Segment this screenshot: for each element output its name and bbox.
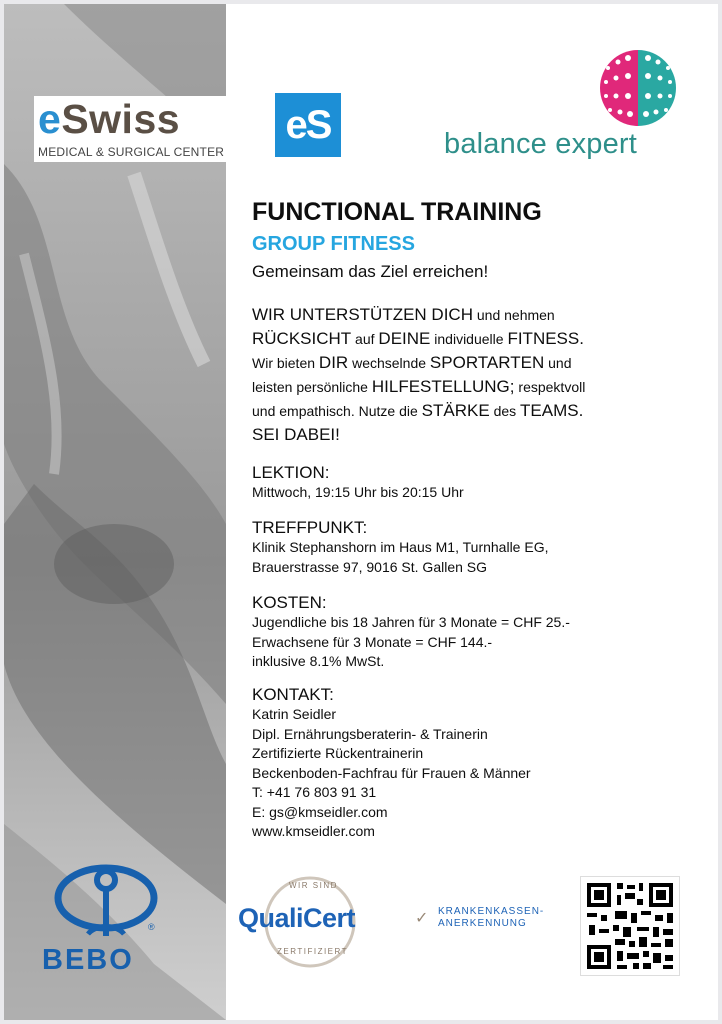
page-subtitle: GROUP FITNESS bbox=[252, 233, 415, 255]
intro-paragraph: WIR UNTERSTÜTZEN DICH und nehmen RÜCKSICHT auf DEINE individuelle FITNESS. Wir bieten DIR wechselnde SPORTARTEN und leisten persönliche HILFESTELLUNG; respektvoll und empathisch. Nutze die STÄRKE des TEAMS. SEI DABEI! bbox=[252, 305, 586, 444]
section-title: TREFFPUNKT: bbox=[252, 518, 368, 537]
contact-line: Beckenboden-Fachfrau für Frauen & Männer bbox=[252, 764, 531, 781]
eswiss-logo-wordmark: eSwiss bbox=[38, 96, 181, 142]
section-lektion bbox=[252, 463, 464, 503]
section-treffpunkt bbox=[252, 518, 548, 577]
section-line: Brauerstrasse 97, 9016 St. Gallen SG bbox=[252, 558, 488, 575]
qualicert-bottom-text: ZERTIFIZIERT bbox=[277, 947, 349, 956]
eswiss-logo-subtitle: MEDICAL & SURGICAL CENTER bbox=[38, 145, 225, 159]
bebo-figure-icon bbox=[50, 864, 162, 948]
contact-email[interactable]: E: gs@kmseidler.com bbox=[252, 803, 388, 820]
eswiss-badge-icon: eS bbox=[275, 93, 341, 157]
contact-line: Dipl. Ernährungsberaterin- & Trainerin bbox=[252, 725, 488, 742]
qualicert-top-text: WIR SIND bbox=[289, 881, 338, 890]
section-kontakt bbox=[252, 685, 531, 842]
qr-code-icon[interactable] bbox=[580, 876, 680, 976]
section-line: Jugendliche bis 18 Jahren für 3 Monate = CHF 25.- bbox=[252, 614, 570, 630]
contact-website[interactable]: www.kmseidler.com bbox=[252, 823, 375, 839]
tagline: Gemeinsam das Ziel erreichen! bbox=[252, 262, 489, 281]
check-icon: ✓ bbox=[415, 910, 429, 927]
section-kosten bbox=[252, 593, 570, 672]
section-title: KONTAKT: bbox=[252, 685, 334, 704]
section-line: Mittwoch, 19:15 Uhr bis 20:15 Uhr bbox=[252, 484, 464, 500]
krankenkassen-badge: KRANKENKASSEN- ANERKENNUNG bbox=[438, 906, 545, 929]
section-line: inklusive 8.1% MwSt. bbox=[252, 653, 385, 669]
section-title: LEKTION: bbox=[252, 463, 330, 482]
section-title: KOSTEN: bbox=[252, 593, 327, 612]
registered-mark: ® bbox=[148, 922, 155, 932]
page-title: FUNCTIONAL TRAINING bbox=[252, 198, 542, 226]
section-line: Erwachsene für 3 Monate = CHF 144.- bbox=[252, 633, 493, 650]
qualicert-logo-text: QualiCert bbox=[238, 903, 356, 933]
contact-phone[interactable]: T: +41 76 803 91 31 bbox=[252, 784, 377, 800]
section-line: Klinik Stephanshorn im Haus M1, Turnhalle EG, bbox=[252, 539, 549, 555]
balance-expert-logo-text: balance expert bbox=[444, 128, 638, 160]
bebo-logo-text: BEBO bbox=[42, 944, 134, 976]
balance-globe-icon bbox=[598, 48, 678, 128]
contact-line: Zertifizierte Rückentrainerin bbox=[252, 745, 424, 761]
contact-name: Katrin Seidler bbox=[252, 706, 337, 722]
